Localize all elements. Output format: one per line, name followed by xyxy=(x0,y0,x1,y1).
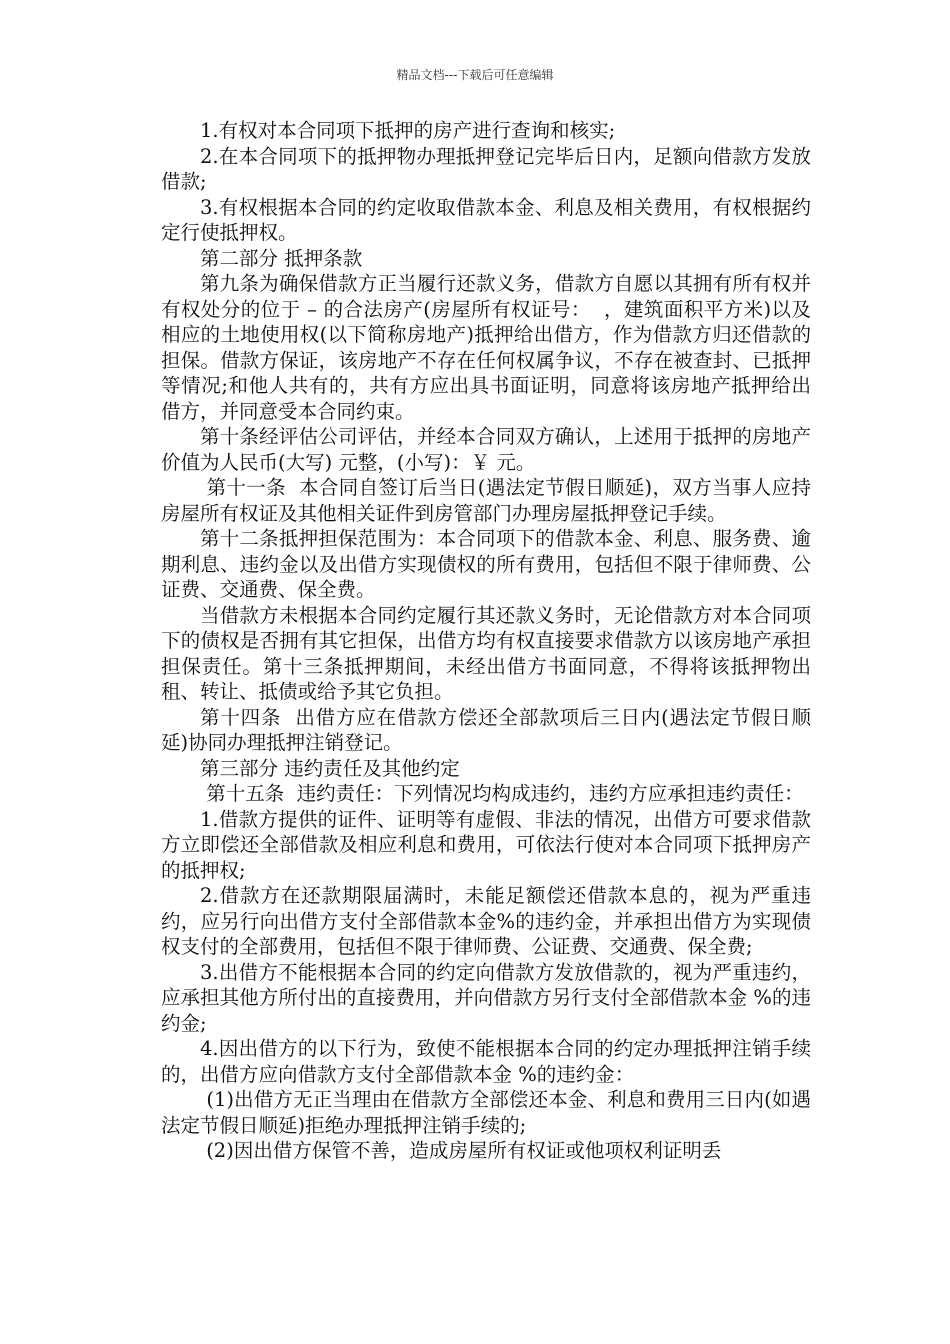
paragraph: 当借款方未根据本合同约定履行其还款义务时，无论借款方对本合同项下的债权是否拥有其它担保，出借方均有权直接要求借款方以该房地产承担担保责任。第十三条抵押期间，未经出借方书面同意，不得将该抵押物出租、转让、抵债或给予其它负担。 xyxy=(161,603,811,703)
paragraph: 4.因出借方的以下行为，致使不能根据本合同的约定办理抵押注销手续的，出借方应向借款方支付全部借款本金 %的违约金： xyxy=(161,1037,811,1086)
paragraph: 3.有权根据本合同的约定收取借款本金、利息及相关费用，有权根据约定行使抵押权。 xyxy=(161,195,811,244)
paragraph: 2.在本合同项下的抵押物办理抵押登记完毕后日内，足额向借款方发放借款; xyxy=(161,144,811,193)
section-heading: 第二部分 抵押条款 xyxy=(200,246,363,270)
paragraph: 第十四条 出借方应在借款方偿还全部款项后三日内(遇法定节假日顺延)协同办理抵押注销登记。 xyxy=(161,705,811,754)
paragraph: (2)因出借方保管不善，造成房屋所有权证或他项权利证明丢 xyxy=(200,1139,722,1162)
paragraph: 第十五条 违约责任：下列情况均构成违约，违约方应承担违约责任： xyxy=(200,782,804,805)
paragraph: 第十条经评估公司评估，并经本合同双方确认，上述用于抵押的房地产价值为人民币(大写) 元整，(小写)：￥ 元。 xyxy=(161,425,811,474)
paragraph: (1)出借方无正当理由在借款方全部偿还本金、利息和费用三日内(如遇法定节假日顺延)拒绝办理抵押注销手续的; xyxy=(161,1088,812,1137)
paragraph: 1.有权对本合同项下抵押的房产进行查询和核实; xyxy=(200,119,616,142)
contract-body xyxy=(161,118,811,1164)
paragraph: 第十二条抵押担保范围为：本合同项下的借款本金、利息、服务费、逾期利息、违约金以及出借方实现债权的所有费用，包括但不限于律师费、公证费、交通费、保全费。 xyxy=(161,527,811,601)
section-heading: 第三部分 违约责任及其他约定 xyxy=(200,756,460,780)
paragraph: 第九条为确保借款方正当履行还款义务，借款方自愿以其拥有所有权并有权处分的位于 – 的合法房产(房屋所有权证号： ，建筑面积平方米)以及相应的土地使用权(以下简称房地产)抵押给出借方，作为借款方归还借款的担保。借款方保证，该房地产不存在任何权属争议，不存在被查封、已抵押等情况;和他人共有的，共有方应出具书面证明，同意将该房地产抵押给出借方，并同意受本合同约束。 xyxy=(161,272,811,423)
paragraph: 2.借款方在还款期限届满时，未能足额偿还借款本息的，视为严重违约，应另行向出借方支付全部借款本金%的违约金，并承担出借方为实现债权支付的全部费用，包括但不限于律师费、公证费、交通费、保全费; xyxy=(161,884,811,958)
paragraph: 第十一条 本合同自签订后当日(遇法定节假日顺延)，双方当事人应持房屋所有权证及其他相关证件到房管部门办理房屋抵押登记手续。 xyxy=(161,476,811,525)
paragraph: 3.出借方不能根据本合同的约定向借款方发放借款的，视为严重违约，应承担其他方所付出的直接费用，并向借款方另行支付全部借款本金 %的违约金; xyxy=(161,960,811,1035)
page-header: 精品文档---下载后可任意编辑 xyxy=(396,68,554,82)
paragraph: 1.借款方提供的证件、证明等有虚假、非法的情况，出借方可要求借款方立即偿还全部借款及相应利息和费用，可依法行使对本合同项下抵押房产的抵押权; xyxy=(161,807,811,882)
